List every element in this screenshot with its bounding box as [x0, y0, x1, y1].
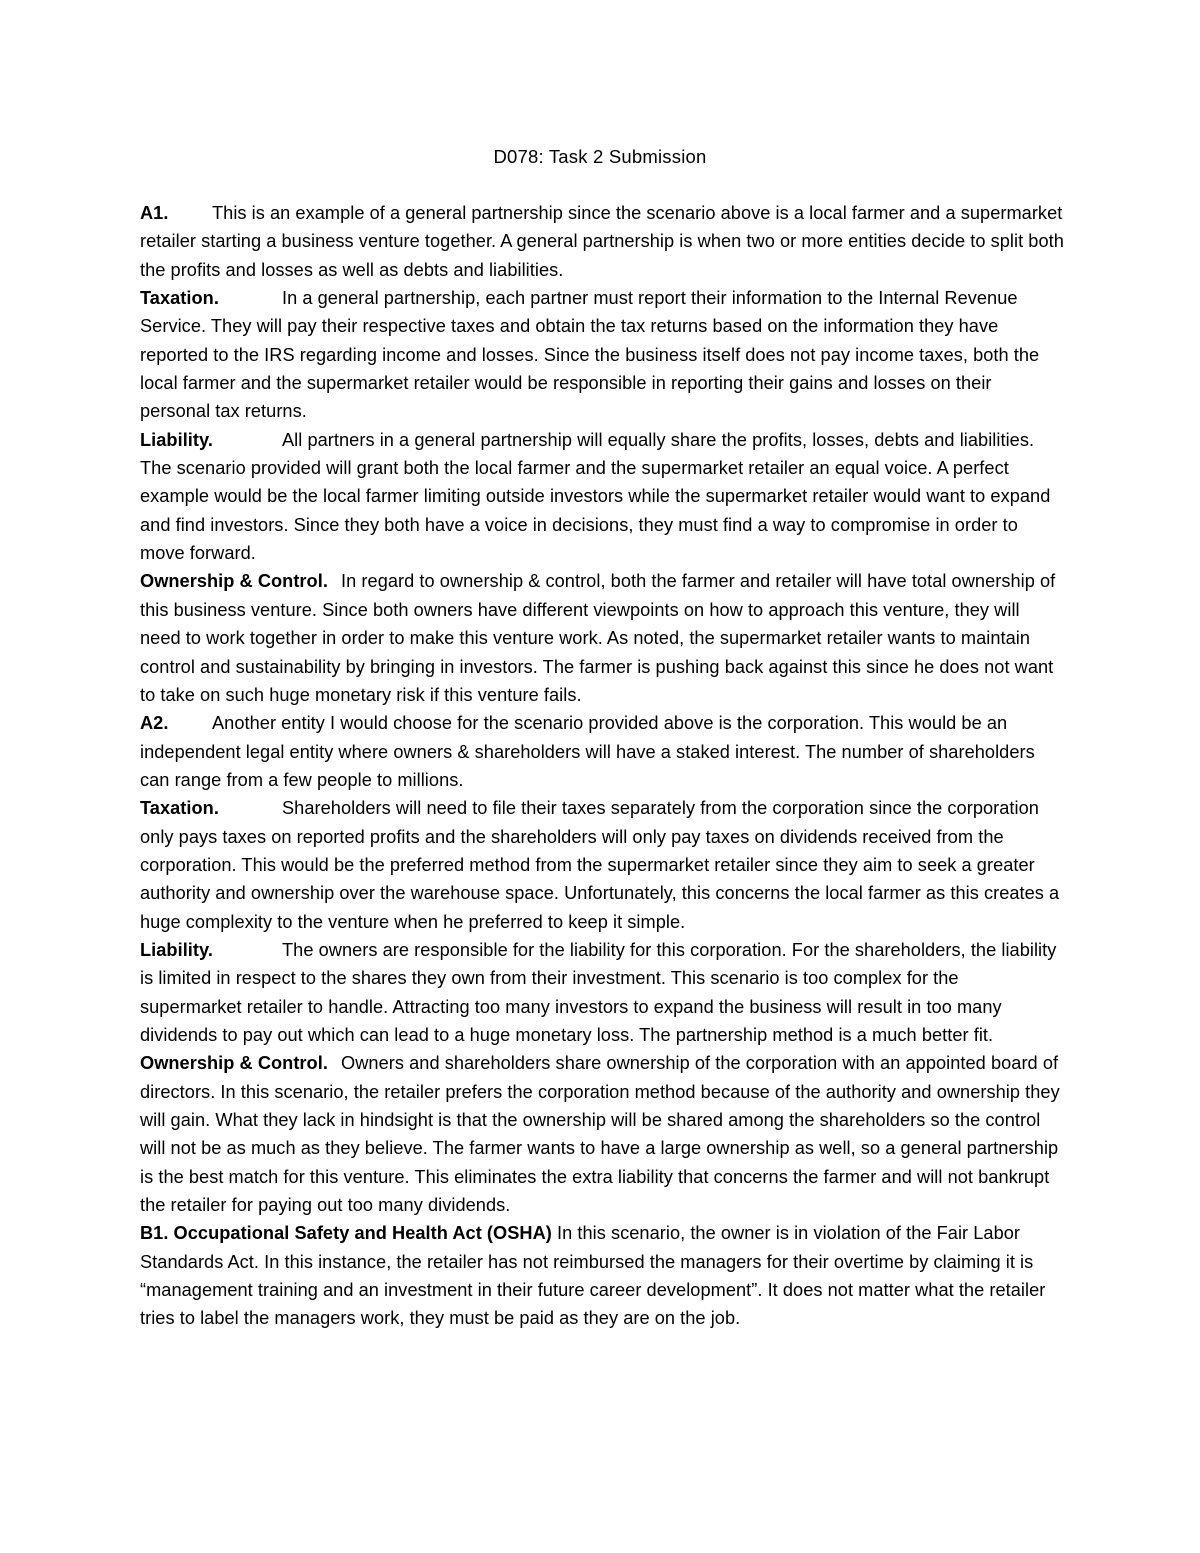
section-a2 [140, 709, 1065, 794]
section-text: All partners in a general partnership will equally share the profits, losses, debts and liabilities. The scenario provided will grant both the local farmer and the supermarket retailer an equal voice. A perfect example would be the local farmer limiting outside investors while the supermarket retailer would want to expand and find investors. Since they both have a voice in decisions, they must find a way to compromise in order to move forward. [140, 429, 1051, 564]
section-label: Ownership & Control. [140, 571, 328, 592]
section-label: Ownership & Control. [140, 1053, 328, 1074]
section-label: Liability. [140, 939, 213, 960]
document-body [140, 199, 1065, 1333]
section-text: In regard to ownership & control, both the farmer and retailer will have total ownership of this business venture. Since both owners have different viewpoints on how to approach this venture, they will need to work together in order to make this venture work. As noted, the supermarket retailer wants to maintain control and sustainability by bringing in investors. The farmer is pushing back against this since he does not want to take on such huge monetary risk if this venture fails. [140, 571, 1056, 705]
section-text: In this scenario, the owner is in violation of the Fair Labor Standards Act. In this instance, the retailer has not reimbursed the managers for their overtime by claiming it is “management training and an investment in their future career development”. It does not matter what the retailer tries to label the managers work, they must be paid as they are on the job. [140, 1223, 1046, 1329]
section-text: In a general partnership, each partner must report their information to the Internal Revenue Service. They will pay their respective taxes and obtain the tax returns based on the information they have reported to the IRS regarding income and losses. Since the business itself does not pay income taxes, both the local farmer and the supermarket retailer would be responsible in reporting their gains and losses on their personal tax returns. [140, 288, 1040, 422]
section-a1 [140, 199, 1065, 284]
section-a1-ownership-control [140, 567, 1065, 709]
section-b1 [140, 1219, 1065, 1332]
section-label: Taxation. [140, 798, 219, 819]
section-label: Liability. [140, 429, 213, 450]
section-label: A2. [140, 713, 169, 734]
section-label: A1. [140, 203, 169, 223]
section-a2-taxation [140, 794, 1065, 936]
section-label: B1. Occupational Safety and Health Act (OSHA) [140, 1223, 552, 1244]
section-a1-liability [140, 426, 1065, 568]
section-label: Taxation. [140, 288, 219, 309]
section-a2-ownership-control [140, 1049, 1065, 1219]
section-a2-liability [140, 936, 1065, 1049]
document-title: D078: Task 2 Submission [493, 146, 707, 167]
section-text: Another entity I would choose for the scenario provided above is the corporation. This would be an independent legal entity where owners & shareholders will have a staked interest. The number of shareholders can range from a few people to millions. [140, 713, 1035, 790]
section-text: This is an example of a general partnership since the scenario above is a local farmer and a supermarket retailer starting a business venture together. A general partnership is when two or more entities decide to split both the profits and losses as well as debts and liabilities. [140, 203, 1064, 280]
section-text: Owners and shareholders share ownership of the corporation with an appointed board of directors. In this scenario, the retailer prefers the corporation method because of the authority and ownership they will gain. What they lack in hindsight is that the ownership will be shared among the shareholders so the control will not be as much as they believe. The farmer wants to have a large ownership as well, so a general partnership is the best match for this venture. This eliminates the extra liability that concerns the farmer and will not bankrupt the retailer for paying out too many dividends. [140, 1053, 1060, 1216]
section-a1-taxation [140, 284, 1065, 426]
section-text: Shareholders will need to file their taxes separately from the corporation since the corporation only pays taxes on reported profits and the shareholders will only pay taxes on dividends received from the corporation. This would be the preferred method from the supermarket retailer since they aim to seek a greater authority and ownership over the warehouse space. Unfortunately, this concerns the local farmer as this creates a huge complexity to the venture when he preferred to keep it simple. [140, 798, 1060, 932]
section-text: The owners are responsible for the liability for this corporation. For the shareholders, the liability is limited in respect to the shares they own from their investment. This scenario is too complex for the supermarket retailer to handle. Attracting too many investors to expand the business will result in too many dividends to pay out which can lead to a huge monetary loss. The partnership method is a much better fit. [140, 939, 1057, 1045]
